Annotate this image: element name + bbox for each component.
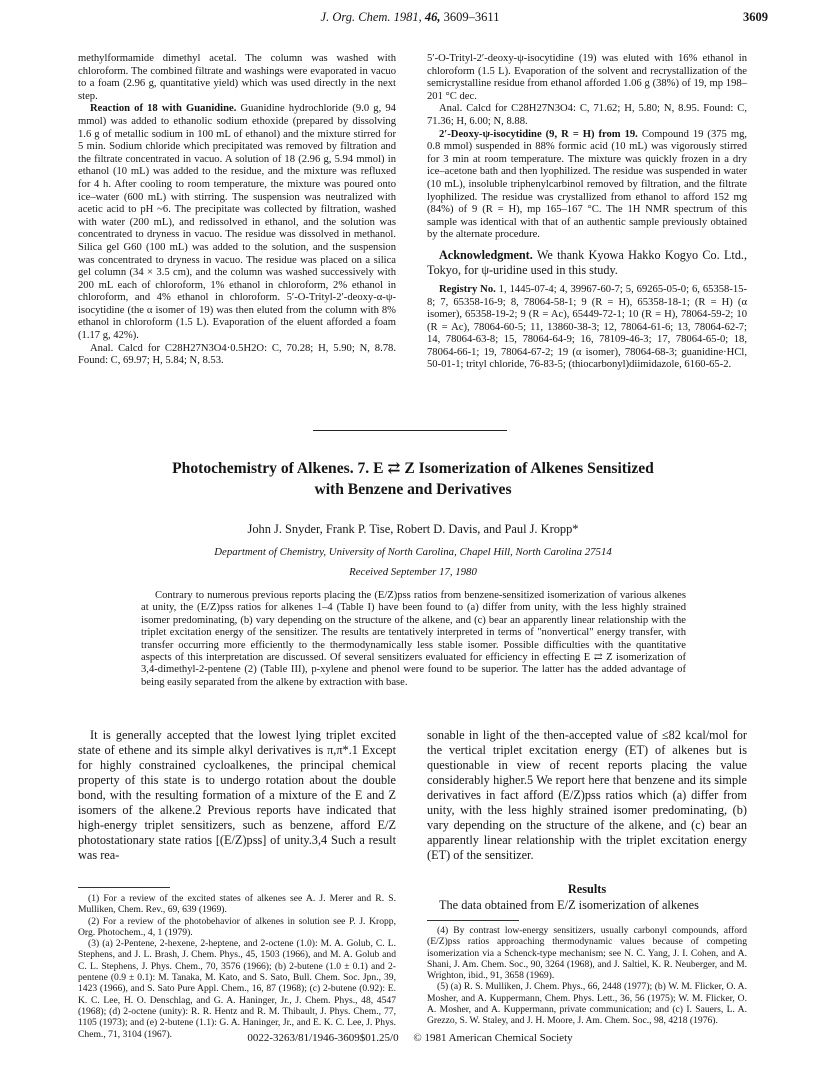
paragraph-text: Compound 19 (375 mg, 0.8 mmol) suspended in 88% formic acid (10 mL) was vigorously stirred for 3 min at room temperature. The mixture was quickly frozen in a dry ice–acetone bath and then lyophilized. The residue was suspended in water (10 mL), insoluble triphenylcarbinol removed by filtration, and the filtrate lyophilized. The residue was crystallized from ethanol to afford 152 mg (84%) of 9 (R = H), mp 165–167 °C. The 1H NMR spectrum of this sample was identical with that of an authentic sample previously obtained by the alternate procedure. [427, 128, 748, 241]
abstract: Contrary to numerous previous reports placing the (E/Z)pss ratios from benzene-sensitized isomerization of various alkenes at unity, the (E/Z)pss ratios for alkenes 1–4 (Table I) have been found to (a) differ from unity, with the less highly strained isomer predominating, (b) vary depending on the structure of the alkene, and (c) bear an apparently linear relationship with the triplet excitation energy of the sensitizer. The results are tentatively interpreted in terms of "nonvertical" energy transfer, with transfer occurring more efficiently to the thermodynamically less stable isomer. Possible difficulties with the quantitative aspects of this interpretation are discussed. Of several sensitizers evaluated for efficiency in effecting E ⇄ Z isomerization of 3,4-dimethyl-2-pentene (2) (Table III), p-xylene and phenol were found to be superior. The latter has the added advantage of being easily separated from the alkene by extraction with base. [141, 590, 686, 688]
analysis-line: Anal. Calcd for C28H27N3O4: C, 71.62; H, 5.80; N, 8.95. Found: C, 71.36; H, 6.00; N, 8.88. [427, 103, 747, 127]
analysis-line: Anal. Calcd for C28H27N3O4·0.5H2O: C, 70.28; H, 5.90; N, 8.78. Found: C, 69.97; H, 5.84; N, 8.53. [78, 342, 396, 367]
registry-text: 1, 1445-07-4; 4, 39967-60-7; 5, 69265-05-0; 6, 65358-15-8; 7, 65358-16-9; 8, 78064-58-1; 9 (R = H), 65358-18-1; (R = H) (α isomer), 65358-19-2; 9 (R = Ac), 65449-72-1; 10 (R = H), 78064-59-2; 10 (R = Ac), 78064-60-5; 11, 13860-38-3; 12, 78064-61-6; 13, 78064-62-7; 14, 78064-63-8; 15, 78064-64-9; 16, 78109-46-3; 17, 78064-65-0; 18, 78064-66-1; 19, 78064-67-2; 19 (α isomer), 78064-68-3; guanidine·HCl, 50-01-1; trityl chloride, 76-83-5; (thiocarbonyl)diimidazole, 6160-65-2. [427, 283, 747, 371]
journal-year: 1981, [393, 10, 422, 24]
footnote-rule [427, 920, 519, 921]
article-title [78, 458, 748, 500]
article-code: 0022-3263/81/1946-3609$01.25/0 [247, 1032, 399, 1044]
previous-article-left-column [78, 53, 396, 368]
title-line: with Benzene and Derivatives [314, 481, 512, 498]
footnote: (3) (a) 2-Pentene, 2-hexene, 2-heptene, and 2-octene (1.0): M. A. Golub, C. L. Stephens, and J. L. Brash, J. Chem. Phys., 45, 1503 (1966), and M. A. Golub and C. L. Stephens, J. Phys. Chem., 70, 3576 (1966); (b) 2-butene (1.0 ± 0.1) and 2-pentene (0.9 ± 0.1): M. Tanaka, M. Kato, and S. Sato, Bull. Chem. Soc. Jpn., 39, 1423 (1966), and S. Sato Pure Appl. Chem., 16, 87 (1968); (c) 2-butene (0.92): E. K. C. Lee, H. O. Denschlag, and G. A. Haninger, Jr., J. Chem. Phys., 48, 4547 (1968); (d) 2-octene (unity): R. R. Hentz and R. M. Thibault, J. Phys. Chem., 77, 1105 (1973); and (e) 2-butene (1.1): G. A. Haninger, Jr., and E. K. C. Lee, J. Phys. Chem., 71, 3104 (1967). [78, 938, 396, 1040]
footnotes-left [78, 893, 396, 1040]
section-heading: 2′-Deoxy-ψ-isocytidine (9, R = H) from 19. [439, 128, 638, 140]
results-heading: Results [567, 882, 607, 896]
page-number: 3609 [743, 10, 768, 24]
acknowledgment [427, 248, 747, 278]
paragraph [427, 129, 747, 242]
author-list: John J. Snyder, Frank P. Tise, Robert D. Davis, and Paul J. Kropp* [247, 522, 579, 536]
footnote: (4) By contrast low-energy sensitizers, usually carbonyl compounds, afford (E/Z)pss ratios approaching thermodynamic values because of competing isomerization via a Schenck-type mechanism; see N. C. Yang, J. I. Cohen, and A. Shani, J. Am. Chem. Soc., 90, 3264 (1968), and J. Saltiel, K. R. Neuberger, and M. Wrighton, ibid., 91, 3658 (1969). [427, 925, 747, 982]
registry-heading: Registry No. [439, 283, 496, 295]
ack-heading: Acknowledgment. [439, 247, 533, 262]
previous-article-right-column [427, 53, 747, 372]
footnote: (1) For a review of the excited states of alkenes see A. J. Merer and R. S. Mulliken, Chem. Rev., 69, 639 (1969). [78, 893, 396, 916]
footnotes-right [427, 925, 747, 1027]
footnote: (2) For a review of the photobehavior of alkenes in solution see P. J. Kropp, Org. Photochem., 4, 1 (1979). [78, 915, 396, 938]
journal-volume: 46, [424, 10, 441, 24]
footnote-rule [78, 887, 170, 888]
running-head [0, 8, 820, 28]
paragraph [78, 103, 396, 342]
article-divider [313, 430, 507, 431]
journal-citation [0, 10, 820, 25]
footnote: (5) (a) R. S. Mulliken, J. Chem. Phys., 66, 2448 (1977); (b) W. M. Flicker, O. A. Mosher, and A. Kuppermann, Chem. Phys. Lett., 36, 56 (1975); W. M. Flicker, O. A. Mosher, and A. Kuppermann, private communication; and (c) I. Sauers, L. A. Grezzo, S. W. Staley, and J. H. Moore, J. Am. Chem. Soc., 98, 4218 (1976). [427, 981, 747, 1027]
registry-numbers [427, 284, 747, 372]
journal-name: J. Org. Chem. [320, 10, 391, 24]
affiliation: Department of Chemistry, University of North Carolina, Chapel Hill, North Carolina 27514 [214, 546, 612, 558]
copyright: © 1981 American Chemical Society [413, 1032, 573, 1044]
results-text: The data obtained from E/Z isomerization of alkenes [439, 898, 699, 912]
title-line: Photochemistry of Alkenes. 7. E ⇄ Z Isomerization of Alkenes Sensitized [172, 460, 654, 477]
body-text-right: sonable in light of the then-accepted value of ≤82 kcal/mol for the vertical triplet excitation energy (ET) of alkenes but is questionable in view of recent reports placing the value considerably higher.5 We report here that benzene and its simple derivatives in fact afford (E/Z)pss ratios which (a) differ from unity, with the less highly strained isomer predominating, (b) vary depending on the structure of the alkene, and (c) bear an apparently linear relationship with the triplet excitation energy (ET) of the sensitizer. [427, 728, 747, 862]
section-heading: Reaction of 18 with Guanidine. [90, 103, 237, 115]
paragraph: 5′-O-Trityl-2′-deoxy-ψ-isocytidine (19) was eluted with 16% ethanol in chloroform (1.5 L). Evaporation of the solvent and recrystallization of the semicrystalline residue from ethanol afforded 1.06 g (38%) of 19, mp 198–201 °C dec. [427, 53, 747, 102]
received-date: Received September 17, 1980 [349, 566, 477, 578]
paragraph-text: Guanidine hydrochloride (9.0 g, 94 mmol) was added to ethanolic sodium ethoxide (prepared by dissolving 1.6 g of metallic sodium in 100 mL of ethanol) and the mixture stirred for 5 min. Sodium chloride which precipitated was removed by filtration and the filtrate concentrated in vacuo. A solution of 18 (2.96 g, 5.94 mmol) in ethanol (10 mL) was added to the residue, and the mixture was refluxed for 4 h. After cooling to room temperature, the mixture was poured onto ice–water (600 mL) with stirring. The suspension was neutralized with acetic acid to pH ~6. The precipitate was collected by filtration, washed with water (200 mL), and redissolved in ethanol, and the solution was concentrated to dryness in vacuo. The residue was dissolved in methanol. Silica gel G60 (100 mL) was added to the solution, and the suspension was concentrated to dryness in vacuo. The residue was placed on a silica gel column (34 × 3.5 cm), and the column was washed successively with 200 mL each of chloroform, 1% ethanol in chloroform, 2% ethanol in chloroform, and 4% ethanol in chloroform. 5′-O-Trityl-2′-deoxy-α-ψ-isocytidine (the α isomer of 19) was then eluted from the column with 8% ethanol in chloroform (1.5 L). Evaporation of the eluent afforded a foam (1.17 g, 42%). [78, 103, 396, 342]
body-text-left: It is generally accepted that the lowest lying triplet excited state of ethene and its simple alkyl derivatives is π,π*.1 Except for highly constrained cycloalkenes, the principal chemical property of this state is to undergo rotation about the double bond, with the resulting formation of a mixture of the E and Z isomers of the alkene.2 Previous reports have indicated that high-energy triplet sensitizers, such as benzene, afford E/Z photostationary state ratios [(E/Z)pss] of unity.3,4 Such a result was rea- [78, 728, 396, 862]
journal-pages: 3609–3611 [443, 10, 500, 24]
ack-text: We thank Kyowa Hakko Kogyo Co. Ltd., Tokyo, for ψ-uridine used in this study. [427, 247, 748, 277]
page-footer [0, 1032, 820, 1044]
paragraph: methylformamide dimethyl acetal. The column was washed with chloroform. The combined filtrate and washings were evaporated in vacuo to a foam (2.96 g, quantitative yield) which was used directly in the next step. [78, 53, 396, 102]
